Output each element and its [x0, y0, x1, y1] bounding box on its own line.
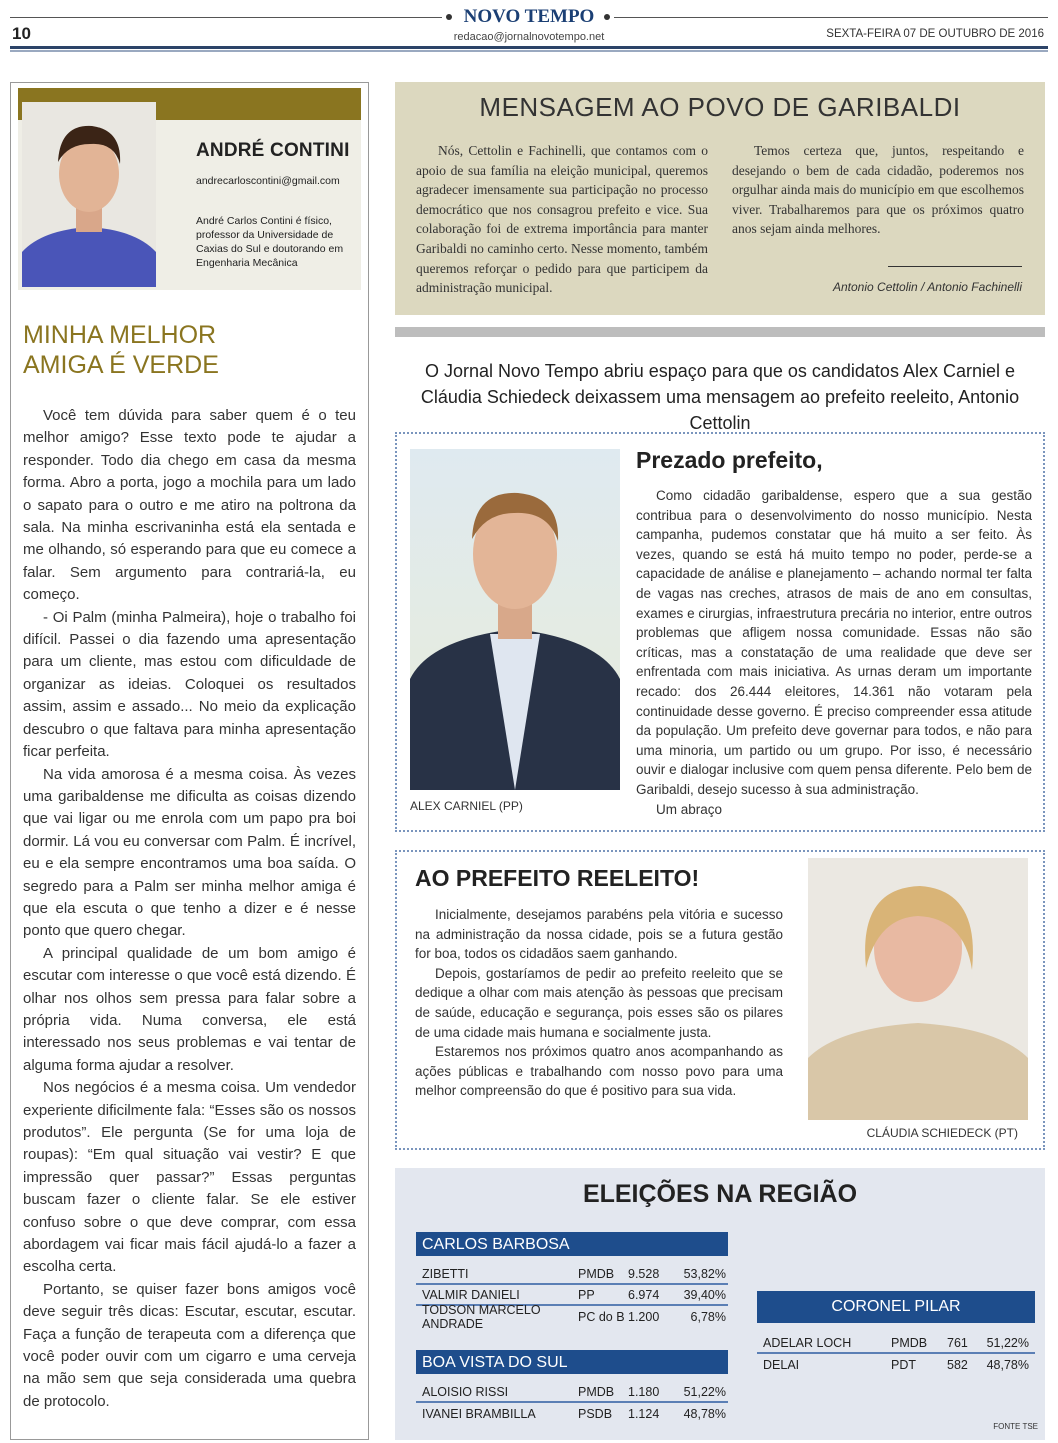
votes: 582 — [947, 1357, 968, 1372]
closing: Um abraço — [656, 801, 723, 817]
votes: 1.200 — [628, 1309, 660, 1324]
percent: 51,22% — [986, 1335, 1029, 1350]
elections-title: ELEIÇÕES NA REGIÃO — [582, 1180, 858, 1208]
percent: 39,40% — [683, 1287, 726, 1302]
header-divider — [10, 46, 1048, 49]
newsroom-email[interactable]: redacao@jornalnovotempo.net — [453, 31, 605, 43]
intro-text: O Jornal Novo Tempo abriu espaço para que os candidatos Alex Carniel e Cláudia Schiedeck deixassem uma mensagem ao prefeito reeleito, Antonio Cettolin — [420, 361, 1020, 433]
author-bio: André Carlos Contini é físico, professor da Universidade de Caxias do Sul e doutorando em Engenharia Mecânica — [196, 215, 344, 269]
title-line: AMIGA É VERDE — [23, 351, 219, 379]
table-row — [757, 1333, 1035, 1354]
column-body — [23, 405, 356, 1413]
letter-heading: Prezado prefeito, — [636, 447, 823, 473]
newspaper-name: NOVO TEMPO — [463, 6, 595, 27]
letter-heading: AO PREFEITO REELEITO! — [415, 865, 700, 891]
party: PSDB — [578, 1406, 613, 1421]
message-column-1 — [416, 141, 708, 298]
candidate: IVANEI BRAMBILLA — [422, 1406, 536, 1421]
paragraph: Nos negócios é a mesma coisa. Um vendedor experiente dificilmente fala: “Esses são os nossos produtos”. Ele pergunta (Se for uma loja de roupas): “Em qual situação vai vestir? E que impressão quer passar?” Essas perguntas buscam fazer o cliente falar. Se ele estiver confuso sobre o que deve comprar, com essa abordagem vai ficar mais fácil ajudá-lo a fazer a escolha certa. — [23, 1079, 356, 1276]
paragraph: - Oi Palm (minha Palmeira), hoje o trabalho foi difícil. Passei o dia fazendo uma apresentação para um cliente, mas estou com dificuldade de organizar as ideias. Coloquei os resultados assim, assim e assado... No meio da explicação descubro o que faltava para minha apresentação ficar perfeita. — [23, 608, 356, 761]
candidate: DELAI — [763, 1357, 800, 1372]
paragraph: A principal qualidade de um bom amigo é escutar com interesse o que você está dizendo. É olhar nos olhos sem pressa para falar sobre a própria vida. Numa conversa, ele está interessado nos seus problemas e vai tentar de alguma forma ajudar a resolver. — [23, 944, 356, 1074]
author-email[interactable]: andrecarloscontini@gmail.com — [196, 175, 340, 187]
votes: 6.974 — [628, 1287, 660, 1302]
message-column-2 — [732, 141, 1024, 239]
paragraph: Na vida amorosa é a mesma coisa. Às vezes uma garibaldense me dificulta as coisas dizendo que vai ligar ou me enrola com um papo pra boi dormir. Lá vou eu conversar com Palm. É incrível, eu e ela sempre encontramos uma boa saída. O segredo para a Palm ser minha melhor amiga é que ela escuta o que tenho a dizer e é nesse ponto que quero chegar. — [23, 765, 356, 940]
author-name: ANDRÉ CONTINI — [196, 140, 350, 161]
city-header: CORONEL PILAR — [757, 1291, 1035, 1323]
bullet-icon — [604, 14, 610, 20]
message-signature: Antonio Cettolin / Antonio Fachinelli — [833, 280, 1022, 294]
author-photo — [22, 102, 156, 287]
source-note: FONTE TSE — [993, 1422, 1038, 1431]
candidate-photo-schiedeck — [808, 858, 1028, 1120]
party: PC do B — [578, 1309, 625, 1324]
votes: 1.180 — [628, 1384, 660, 1399]
votes: 9.528 — [628, 1266, 660, 1281]
percent: 6,78% — [690, 1309, 726, 1324]
paragraph: Estaremos nos próximos quatro anos acompanhando as ações públicas e trabalhando com nosso povo para uma melhor compreensão do que é positivo para sua vida. — [415, 1044, 783, 1099]
masthead — [0, 0, 1058, 56]
paragraph: Como cidadão garibaldense, espero que a sua gestão contribua para o desenvolvimento do nosso município. Nesta campanha, pudemos constatar que há muito a ser feito. Às vezes, quando se está há muito tempo no poder, perde-se a capacidade de análise e planejamento – achando normal ter falta de vagas nas creches, atrasos de mais de ano em consultas, exames e cirurgias, infraestrutura precária no interior, entre outros problemas que afligem nossa comunidade. Essas não são críticas, mas a constatação de uma realidade que deve ser enfrentada com mais iniciativa. As urnas deram um importante recado: dos 26.444 eleitores, 14.361 não votaram pela continuidade desse governo. É preciso compreender essa atitude da população. Um prefeito deve governar para todos, e não para uma minoria, um partido ou um grupo. Por isso, é necessário ouvir e dialogar inclusive com quem pensa diferente. Pelo bem de Garibaldi, desejo sucesso à sua administração. — [636, 488, 1032, 797]
candidate: VALMIR DANIELI — [422, 1287, 520, 1302]
city-header: CARLOS BARBOSA — [416, 1232, 728, 1256]
candidate: ALOISIO RISSI — [422, 1384, 509, 1399]
candidate-photo-carniel — [410, 449, 620, 790]
section-divider — [395, 327, 1045, 337]
signature-line — [888, 266, 1022, 267]
letter-body — [415, 905, 783, 1101]
paragraph: Inicialmente, desejamos parabéns pela vitória e sucesso na administração da nossa cidade, pois se a futura gestão for boa, todos os cidadãos saem ganhando. — [415, 907, 783, 962]
table-row — [757, 1354, 1035, 1375]
votes: 761 — [947, 1335, 968, 1350]
paragraph: Portanto, se quiser fazer bons amigos você deve seguir três dicas: Escutar, escutar, escutar. Faça a função de terapeuta com a diferença que você poder ouvir com um cigarro e uma cerveja na mão sem que seja considerada uma quebra de protocolo. — [23, 1280, 356, 1410]
results-table-boa-vista-do-sul — [416, 1350, 728, 1424]
issue-date: SEXTA-FEIRA 07 DE OUTUBRO DE 2016 — [826, 28, 1044, 40]
letter-body — [636, 486, 1032, 819]
party: PMDB — [891, 1335, 928, 1350]
candidate: TODSON MARCELO ANDRADE — [422, 1302, 541, 1331]
photo-caption: CLÁUDIA SCHIEDECK (PT) — [866, 1126, 1018, 1140]
paragraph: Nós, Cettolin e Fachinelli, que contamos com o apoio de sua família na eleição municipal, queremos agradecer imensamente sua participação no processo democrático que nos consagrou prefeito e vice. Sua colaboração foi de extrema importância para manter Garibaldi no caminho certo. Nesse momento, também queremos reforçar o pedido para que participem da administração municipal. — [416, 143, 708, 296]
percent: 48,78% — [986, 1357, 1029, 1372]
table-row — [416, 1382, 728, 1403]
paragraph: Depois, gostaríamos de pedir ao prefeito reeleito que se dedique a olhar com mais atenção às pessoas que precisam de saúde, educação e segurança, pois esses são os pilares de uma cidade mais humana e socialmente justa. — [415, 965, 783, 1040]
table-row — [416, 1302, 728, 1331]
candidate: ZIBETTI — [422, 1266, 469, 1281]
party: PMDB — [578, 1384, 615, 1399]
party: PDT — [891, 1357, 916, 1372]
percent: 48,78% — [683, 1406, 726, 1421]
votes: 1.124 — [628, 1406, 660, 1421]
party: PMDB — [578, 1266, 615, 1281]
title-line: MINHA MELHOR — [23, 321, 217, 349]
results-table-coronel-pilar — [757, 1291, 1035, 1375]
table-row — [416, 1403, 728, 1424]
message-title: MENSAGEM AO POVO DE GARIBALDI — [479, 92, 961, 122]
photo-caption: ALEX CARNIEL (PP) — [410, 799, 523, 813]
page-number: 10 — [12, 24, 31, 43]
percent: 51,22% — [683, 1384, 726, 1399]
paragraph: Você tem dúvida para saber quem é o teu melhor amigo? Esse texto pode te ajudar a responder. Todo dia chego em casa da mesma forma. Abro a porta, jogo a mochila para um lado o sapato para o outro e me atiro na poltrona da sala. Na minha escrivaninha está ela sentada e me olhando, só esperando para que eu comece a falar. Sem argumento para contrariá-la, eu começo. — [23, 407, 356, 604]
percent: 53,82% — [683, 1266, 726, 1281]
results-table-carlos-barbosa — [416, 1232, 728, 1331]
city-header: BOA VISTA DO SUL — [416, 1350, 728, 1374]
table-row — [416, 1264, 728, 1285]
party: PP — [578, 1287, 595, 1302]
masthead-rule — [614, 17, 1048, 18]
paragraph: Temos certeza que, juntos, respeitando e desejando o bem de cada cidadão, poderemos nos orgulhar ainda mais do município em que escolhemos viver. Trabalharemos para que os próximos quatro anos sejam ainda melhores. — [732, 143, 1024, 237]
column-title — [23, 320, 353, 380]
candidate: ADELAR LOCH — [763, 1335, 852, 1350]
header-divider — [10, 50, 1048, 52]
